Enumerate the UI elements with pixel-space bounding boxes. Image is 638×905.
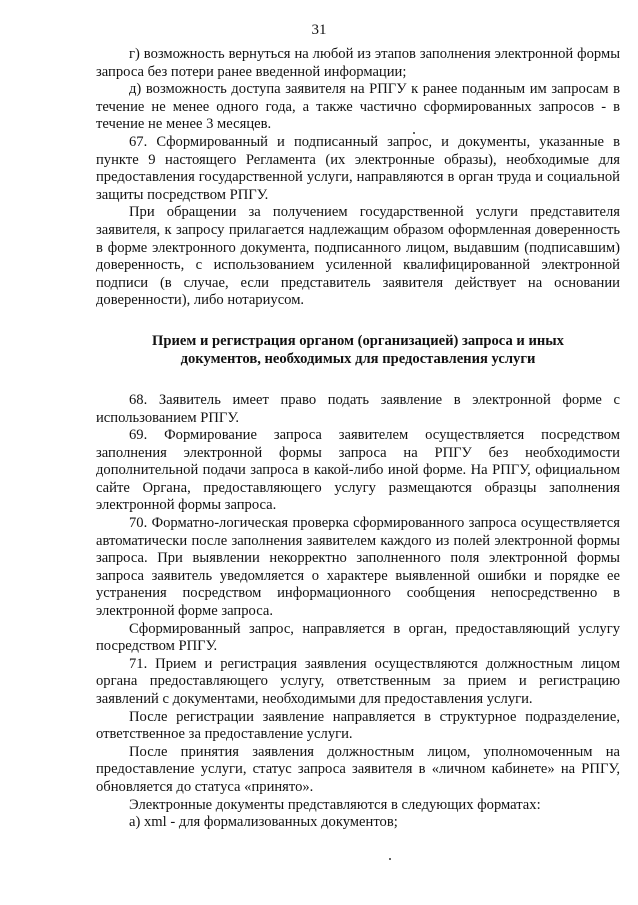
- section-heading-line-1: Прием и регистрация органом (организацией) запроса и иных: [152, 332, 564, 349]
- paragraph-formats: Электронные документы представляются в следующих форматах:: [129, 796, 541, 813]
- scan-speck-upper: [413, 132, 415, 134]
- paragraph-after-registration: После регистрации заявление направляется в структурное подразделение, ответственное за предоставление услуги.: [96, 708, 620, 743]
- paragraph-formed-request: Сформированный запрос, направляется в орган, предоставляющий услугу посредством РПГУ.: [96, 620, 620, 655]
- paragraph-after-acceptance: После принятия заявления должностным лицом, уполномоченным на предоставление услуги, статус запроса заявителя в «личном кабинете» на РПГУ, обновляется до статуса «принято».: [96, 743, 620, 795]
- paragraph-d: д) возможность доступа заявителя на РПГУ к ранее поданным им запросам в течение не менее одного года, а также частично сформированных запросов - в течение не менее 3 месяцев.: [96, 81, 620, 133]
- scan-speck-lower: [389, 858, 391, 860]
- page-number: 31: [311, 22, 327, 38]
- paragraph-g: г) возможность вернуться на любой из этапов заполнения электронной формы запроса без потери ранее введенной информации;: [96, 46, 620, 80]
- paragraph-70: 70. Форматно-логическая проверка сформированного запроса осуществляется автоматически после заполнения заявителем каждого из полей электронной формы запроса. При выявлении некорректно заполненного поля электронной формы запроса заявитель уведомляется о характере выявленной ошибки и порядке ее устранения посредством информационного сообщения непосредственно в электронной форме запроса.: [96, 515, 620, 620]
- document-body: [96, 46, 620, 832]
- section-heading-line-2: документов, необходимых для предоставления услуги: [180, 350, 536, 367]
- paragraph-71: 71. Прием и регистрация заявления осуществляются должностным лицом органа предоставляющего услугу, ответственным за прием и регистрацию заявлений с документами, необходимыми для предоставления услуги.: [96, 655, 620, 707]
- paragraph-69: 69. Формирование запроса заявителем осуществляется посредством заполнения электронной формы запроса на РПГУ без необходимости дополнительной подачи запроса в какой-либо иной форме. На РПГУ, официальном сайте Органа, предоставляющего услугу размещаются образцы заполнения электронной формы запроса.: [96, 427, 620, 514]
- paragraph-67: 67. Сформированный и подписанный запрос, и документы, указанные в пункте 9 настоящего Регламента (их электронные образы), необходимые для предоставления государственной услуги, направляются в орган труда и социальной защиты посредством РПГУ.: [96, 133, 620, 203]
- paragraph-68: 68. Заявитель имеет право подать заявление в электронной форме с использованием РПГУ.: [96, 391, 620, 426]
- paragraph-xml-format: а) xml - для формализованных документов;: [129, 814, 398, 831]
- paragraph-representative: При обращении за получением государственной услуги представителя заявителя, к запросу прилагается надлежащим образом оформленная доверенность в форме электронного документа, подписанного лицом, выдавшим (подписавшим) доверенность, с использованием усиленной квалифицированной электронной подписи (в случае, если представитель заявителя действует на основании доверенности), либо нотариусом.: [96, 204, 620, 309]
- section-heading: [96, 332, 620, 368]
